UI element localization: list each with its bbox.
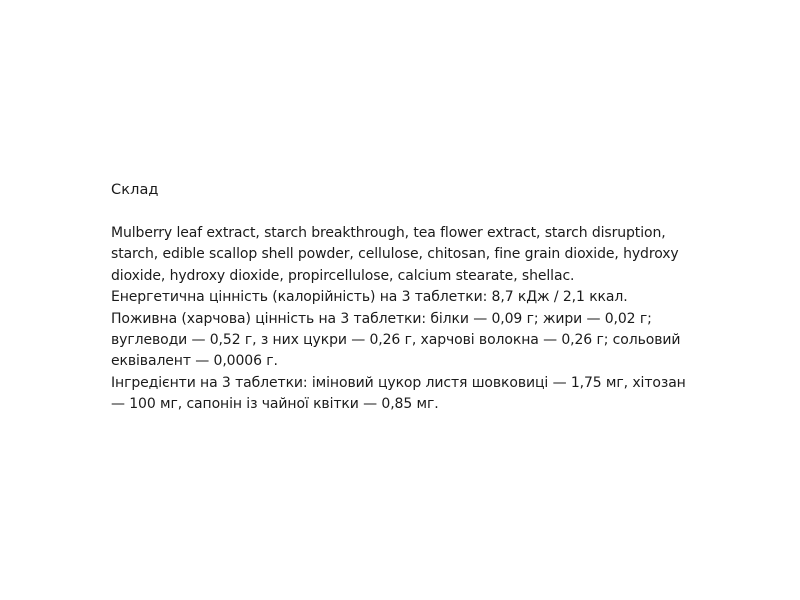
text-line: Поживна (харчова) цінність на 3 таблетки: білки — 0,09 г; жири — 0,02 г;: [111, 310, 652, 327]
text-line: dioxide, hydroxy dioxide, propircellulose, calcium stearate, shellac.: [111, 267, 575, 284]
text-line: starch, edible scallop shell powder, cellulose, chitosan, fine grain dioxide, hydroxy: [111, 246, 679, 263]
text-line: еквівалент — 0,0006 г.: [111, 353, 278, 370]
text-line: Енергетична цінність (калорійність) на 3 таблетки: 8,7 кДж / 2,1 ккал.: [111, 289, 628, 306]
text-line: Mulberry leaf extract, starch breakthrough, tea flower extract, starch disruption,: [111, 225, 666, 241]
text-line: — 100 мг, сапонін із чайної квітки — 0,85 мг.: [111, 396, 439, 413]
text-line: Інгредієнти на 3 таблетки: іміновий цукор листя шовковиці — 1,75 мг, хітозан: [111, 374, 686, 391]
section-title: Склад: [111, 182, 159, 198]
composition-section: [111, 180, 701, 416]
text-line: вуглеводи — 0,52 г, з них цукри — 0,26 г, харчові волокна — 0,26 г; сольовий: [111, 332, 681, 349]
composition-text: [111, 223, 701, 416]
